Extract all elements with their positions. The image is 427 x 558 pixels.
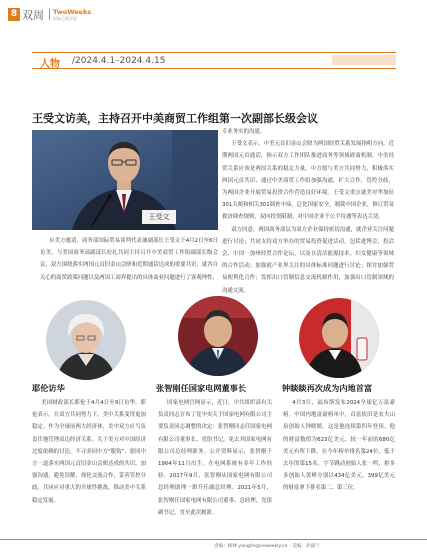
column-date: /2024.4.1–2024.4.15: [72, 56, 166, 66]
section-title-yellen: 耶伦访华: [32, 383, 65, 393]
section-title-zhang: 张智刚任国家电网董事长: [156, 383, 247, 393]
article-headline: 王受文访美，主持召开中美商贸工作组第一次副部长级会议: [32, 112, 318, 125]
header-divider: [49, 9, 50, 20]
footer-credits: 责编：杨林 yanglin@ceweekly.cn 美编：孙毅兰: [214, 544, 320, 549]
brand-subtitle: 国家行政学院: [53, 16, 77, 21]
section-body-zhang: [158, 397, 272, 519]
nameplate-text: 王受文: [148, 213, 170, 221]
column-banner-accent: [332, 55, 396, 65]
zhang-portrait-illustration: [178, 296, 258, 376]
section-body-zhong: [283, 397, 395, 495]
section-paragraph: 美国财政部长耶伦于4月4日至9日访华。耶伦表示，在双方共同努力下，美中关系变得更加稳定。作为全球前两大经济体，美中双方应当负责任地管理双边经济关系。关于美方对中国经济过度依赖的讨论，不寻求同中方“脱钩”，愿同中方一道落实两国元首旧金山会晤达成的共识，加强沟通，避免误解，探化交流合作，妥善管控分歧，共同应对重大的全球性挑战，推动美中关系稳定发展。: [32, 400, 146, 504]
magazine-title: 双周: [22, 9, 44, 22]
section-paragraph: 4月3日，福布斯发布2024全球亿万富豪榜。中国内地富豪榜单中，首富依旧是农夫山泉创始人钟睒睒，这是他连续第四年登顶。他的财富数值为623亿美元，较一年前的680亿美元有所下降。在今年榜单排名第24位，低于去年的第15名。字节跳动创始人张一鸣，拼多多创始人黄峥分别以434亿美元、399亿美元的财富拿下排名第二、第三位。: [283, 400, 395, 492]
article-paragraph: 王受文表示，中美元首旧金山会晤为两国经贸关系发展指明方向。近期两国元首通话，指示双方工作团队推进商务等领域磋商机制。中美经贸关系应该是两国关系的稳定力量。中方愿与美方共同努力，积极落实两国元首共识，通过中美商贸工作组加强沟通，扩大合作，管控分歧，为两国企业开展贸易投资合作营造良好环境。王受文重点就美对华加征301关税和相关301调查中谛，泛化国家安全，制裁中国企业，修订贸易救济调查规则，双向投资限制，对中国企业不公平待遇等表达关切。: [222, 141, 394, 221]
yellen-photo: [46, 300, 126, 380]
intro-paragraph: 应美方邀请，商务部国际贸易谈判代表兼副部长王受文于4月2日至6日访美，与美国商务部副部长拉扎共同主持召开中美商贸工作组副部长级会议，双方围绕落实两国元首旧金山会晤和近期通话达成的重要共识，就各自关心的商贸政策问题以及两国工商界提出的具体商业问题进行了客观理性、: [40, 238, 218, 281]
page-number: 8: [8, 8, 20, 21]
article-intro: [40, 235, 218, 284]
column-label: 人物: [40, 59, 60, 70]
section-title-zhong: 钟睒睒再次成为内地首富: [282, 383, 373, 393]
main-photo: [32, 130, 218, 230]
section-body-yellen: [32, 397, 146, 507]
zhang-zhigang-photo: [178, 296, 258, 376]
main-photo-illustration: [32, 130, 218, 230]
yellen-portrait-illustration: [46, 300, 126, 380]
zhong-shanshan-photo: [299, 298, 379, 378]
zhong-portrait-illustration: [299, 298, 379, 378]
article-paragraph: 专业务实的沟通。: [222, 129, 266, 135]
brand-logo: TwoWeeks: [53, 8, 92, 16]
footer-divider: [0, 539, 427, 540]
article-right-column: [222, 126, 394, 297]
section-paragraph: 国家电网官网显示，近日，中共组织部有关负责同志宣布了党中央关于国家电网有限公司主要负责同志调整的决定：张智刚同志任国家电网有限公司董事长、党组书记。免去其国家电网有限公司总经理职务。公开资料显示，张智刚于1964年11月出生。在电网系统有多年工作经验。2017年9月，张智刚从国家电网有限公司总经理助理一职升任副总经理。2021年5月，张智刚任国家电网有限公司董事、总经理，党组副书记，直至此次履新。: [158, 400, 272, 516]
article-paragraph: 双方同意，两国商务部层为双方企业保持密切沟通，就企业关注问题进行讨论；共同支持双方举办的贸易投资促进活动，包括进博会、投洽会、中国一加州经贸合作论坛，以及在清洁能源技术、妇女健康等领域的合作活动；加强就产业界关注的具体标准问题进行讨论；探讨加强贸易便利化合作；发挥出口管制信息交流机制作用，加强出口管制领域的沟通交流。: [222, 226, 394, 294]
